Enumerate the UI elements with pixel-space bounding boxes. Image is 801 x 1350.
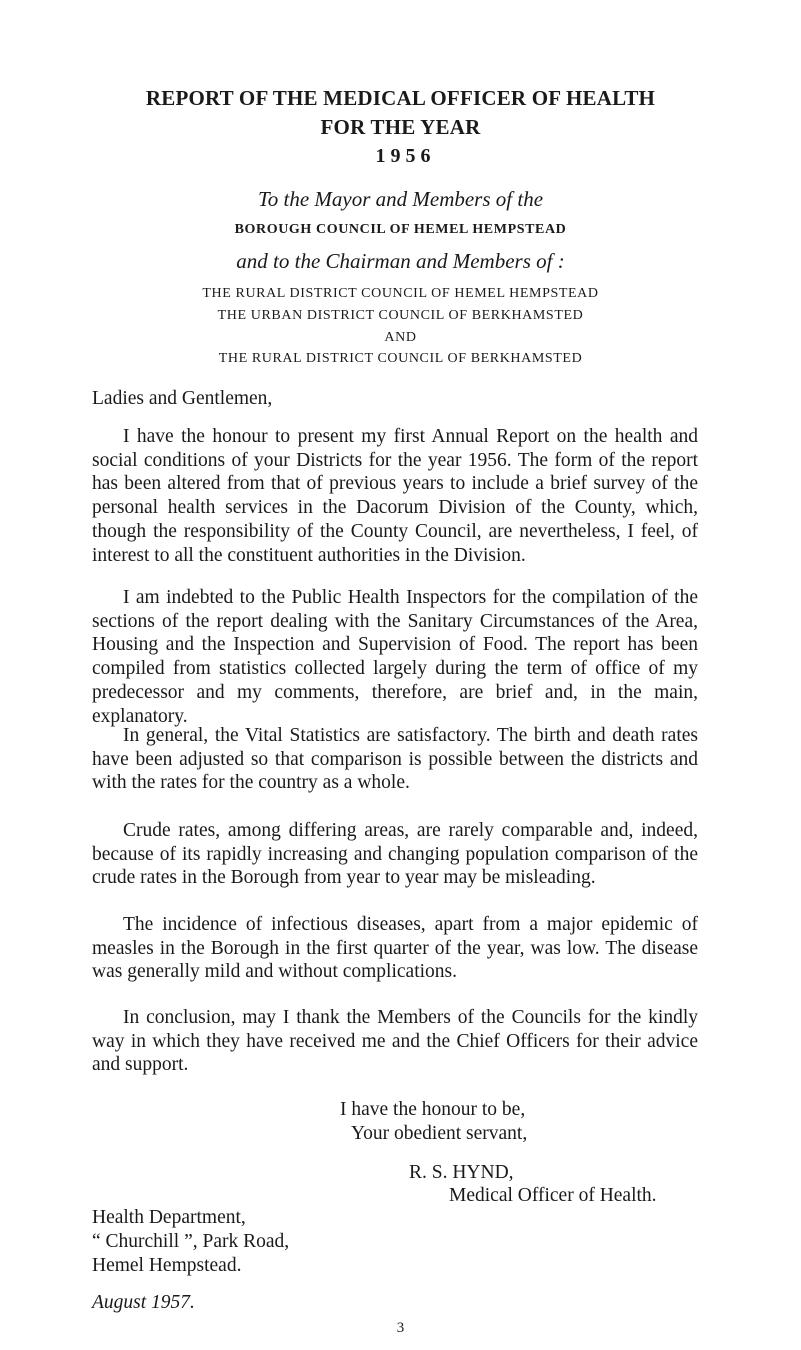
address-to-line: To the Mayor and Members of the bbox=[257, 187, 544, 211]
paragraph-5: The incidence of infectious diseases, apart from a major epidemic of measles in the Borough in the first quarter of the year, was low. The disease was generally mild and without complications. bbox=[92, 914, 698, 983]
council-rural-berkhamsted: THE RURAL DISTRICT COUNCIL OF BERKHAMSTED bbox=[218, 351, 583, 366]
salutation: Ladies and Gentlemen, bbox=[92, 388, 273, 409]
report-title: REPORT OF THE MEDICAL OFFICER OF HEALTH bbox=[145, 86, 656, 110]
signatory-title: Medical Officer of Health. bbox=[449, 1185, 657, 1206]
paragraph-3: In general, the Vital Statistics are satisfactory. The birth and death rates have been adjusted so that comparison is possible between the districts and with the rates for the country as a whole. bbox=[92, 725, 698, 794]
paragraph-1: I have the honour to present my first Annual Report on the health and social conditions of your Districts for the year 1956. The form of the report has been altered from that of previous years to include a brief survey of the personal health services in the Dacorum Division of the County, which, though the responsibility of the County Council, are nevertheless, I feel, of interest to all the constituent authorities in the Division. bbox=[92, 426, 698, 566]
report-subtitle: FOR THE YEAR bbox=[320, 115, 481, 139]
signatory-name: R. S. HYND, bbox=[409, 1162, 514, 1183]
closing-line-2: Your obedient servant, bbox=[351, 1123, 528, 1144]
sender-street: “ Churchill ”, Park Road, bbox=[92, 1231, 290, 1252]
sender-town: Hemel Hempstead. bbox=[92, 1255, 242, 1276]
report-year: 1956 bbox=[375, 145, 436, 167]
address-borough: BOROUGH COUNCIL OF HEMEL HEMPSTEAD bbox=[234, 222, 567, 237]
council-rural-hemel: THE RURAL DISTRICT COUNCIL OF HEMEL HEMPSTEAD bbox=[202, 286, 599, 301]
council-urban-berkhamsted: THE URBAN DISTRICT COUNCIL OF BERKHAMSTED bbox=[217, 308, 584, 323]
report-date: August 1957. bbox=[92, 1292, 195, 1313]
paragraph-6: In conclusion, may I thank the Members of the Councils for the kindly way in which they have received me and the Chief Officers for their advice and support. bbox=[92, 1007, 698, 1076]
paragraph-4: Crude rates, among differing areas, are rarely comparable and, indeed, because of its rapidly increasing and changing population comparison of the crude rates in the Borough from year to year may be misleading. bbox=[92, 820, 698, 889]
sender-department: Health Department, bbox=[92, 1207, 246, 1228]
closing-line-1: I have the honour to be, bbox=[340, 1099, 526, 1120]
paragraph-2: I am indebted to the Public Health Inspectors for the compilation of the sections of the report dealing with the Sanitary Circumstances of the Area, Housing and the Inspection and Supervision of Food. The report has been compiled from statistics collected largely during the term of office of my predecessor and my comments, therefore, are brief and, in the main, explanatory. bbox=[92, 587, 698, 727]
council-and: AND bbox=[384, 330, 417, 345]
page-number: 3 bbox=[396, 1320, 405, 1336]
address-and-line: and to the Chairman and Members of : bbox=[236, 249, 565, 273]
